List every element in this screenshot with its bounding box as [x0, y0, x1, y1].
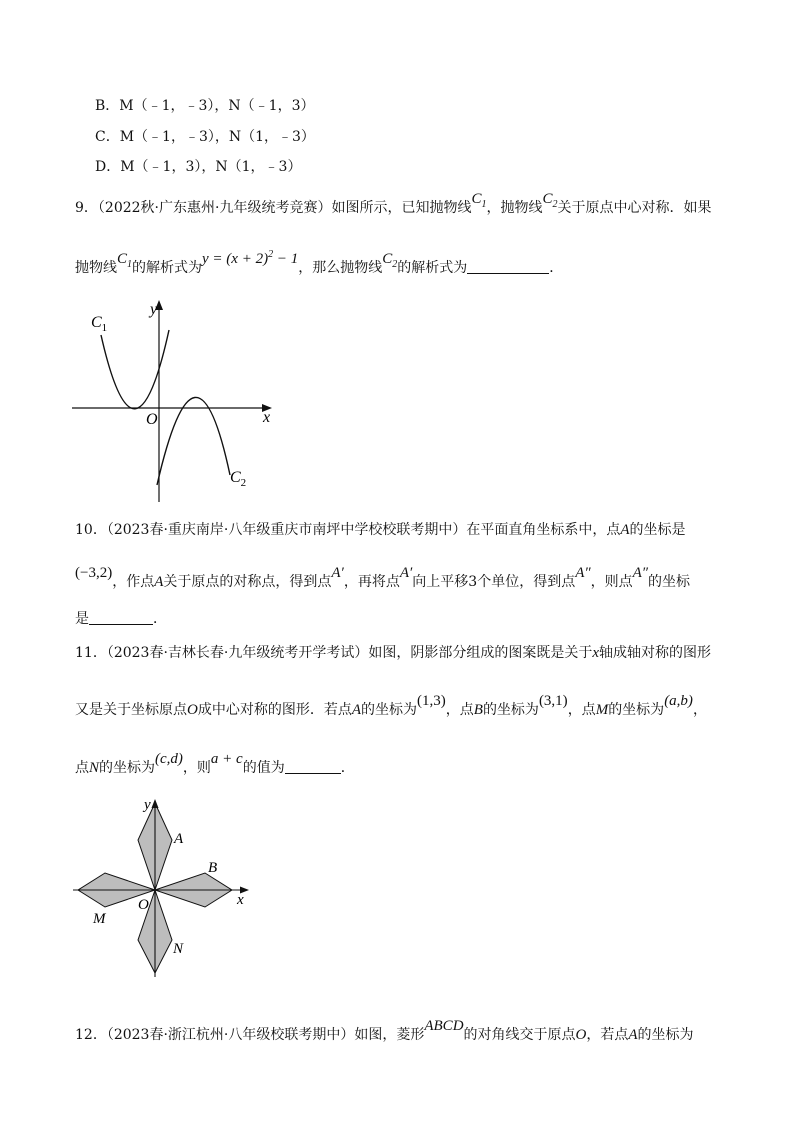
math-n: N — [89, 760, 100, 776]
point-b-label: B — [208, 860, 218, 876]
math-a: A — [628, 1027, 638, 1043]
question-12-line-1 — [75, 1018, 694, 1045]
math-sum: a + c — [210, 751, 243, 767]
c2-label: $C_2$ — [230, 469, 247, 489]
text: 如图，阴影部分组成的图案既是关于 — [368, 645, 593, 661]
math-c1: $C_1$ — [117, 251, 133, 270]
question-source: （2023春·重庆南岸·八年级重庆市南坪中学校校联考期中） — [106, 522, 467, 538]
text: ， — [692, 702, 707, 718]
text: 关于原点的对称点，得到点 — [163, 574, 332, 590]
text: ． — [340, 760, 355, 776]
text: 的解析式为 — [397, 260, 468, 276]
text: 的坐标是 — [629, 522, 686, 538]
question-number: 12． — [75, 1027, 107, 1043]
text: 抛物线 — [75, 260, 117, 276]
math-formula: $y = (x + 2)^2 - 1$ — [202, 249, 299, 267]
text: 的坐标为 — [361, 702, 418, 718]
point-m-label: M — [93, 911, 106, 927]
question-source: （2022秋·广东惠州·九年级统考竞赛） — [97, 200, 332, 216]
point-n-label: N — [173, 941, 184, 957]
option-b: B．M（﹣1，﹣3），N（﹣1，3） — [95, 98, 315, 114]
text: 如图所示，已知抛物线 — [331, 200, 472, 216]
text: ． — [153, 611, 167, 627]
question-9-line-2 — [75, 249, 564, 284]
math-b: B — [473, 702, 483, 718]
math-o: O — [187, 702, 198, 718]
math-c1: $C_1$ — [471, 191, 487, 210]
math-coord-n: (c,d) — [155, 751, 183, 767]
question-10-line-3 — [75, 609, 167, 629]
text: 点 — [75, 760, 89, 776]
parabola-c2 — [157, 397, 230, 485]
question-11-line-1 — [75, 643, 711, 663]
answer-blank[interactable] — [285, 759, 341, 774]
math-a-prime: A′ — [399, 565, 413, 581]
point-a-label: A — [174, 831, 184, 847]
text: ，若点 — [586, 1027, 629, 1043]
x-label: x — [237, 892, 244, 908]
x-label: x — [263, 409, 271, 426]
text: ，则点 — [590, 574, 633, 590]
text: 的坐标为 — [637, 1027, 694, 1043]
text: ，作点 — [112, 574, 155, 590]
parabola-figure — [60, 290, 290, 510]
text: 的坐标为 — [608, 702, 665, 718]
math-m: M — [595, 702, 609, 718]
option-d: D．M（﹣1，3），N（1，﹣3） — [95, 159, 302, 175]
question-10-line-1 — [75, 520, 686, 540]
math-c2: $C_2$ — [382, 251, 398, 270]
text: 成中心对称的图形．若点 — [197, 702, 352, 718]
y-label: y — [150, 301, 158, 318]
text: ，则 — [182, 760, 211, 776]
math-coord: (−3,2) — [75, 565, 113, 581]
text: ，点 — [445, 702, 474, 718]
answer-blank[interactable] — [467, 259, 549, 274]
question-11-line-3 — [75, 751, 355, 778]
text: ，抛物线 — [486, 200, 543, 216]
text: 如图，菱形 — [354, 1027, 425, 1043]
math-abcd: ABCD — [424, 1018, 464, 1034]
math-a-double-prime: A″ — [632, 565, 649, 581]
text: ，再将点 — [343, 574, 400, 590]
text: 又是关于坐标原点 — [75, 702, 187, 718]
math-a-prime: A′ — [331, 565, 344, 581]
question-number: 11． — [75, 645, 107, 661]
text: 在平面直角坐标系中，点 — [466, 522, 621, 538]
c1-label: $C_1$ — [91, 314, 108, 334]
text: 向上平移3个单位，得到点 — [412, 574, 576, 590]
text: 的解析式为 — [132, 260, 203, 276]
text: 是 — [75, 611, 89, 627]
math-coord-m: (a,b) — [664, 693, 693, 709]
origin-label: O — [138, 897, 149, 913]
text: ，点 — [567, 702, 596, 718]
option-c: C．M（﹣1，﹣3），N（1，﹣3） — [95, 129, 315, 145]
math-c2: $C_2$ — [542, 191, 558, 210]
text: ，那么抛物线 — [298, 260, 383, 276]
math-a: A — [154, 574, 164, 590]
math-coord-b: (3,1) — [538, 693, 568, 709]
question-source: （2023春·浙江杭州·八年级校联考期中） — [106, 1027, 355, 1043]
math-a: A — [620, 522, 630, 538]
text: 的对角线交于原点 — [463, 1027, 576, 1043]
question-10-line-2 — [75, 565, 691, 592]
question-source: （2023春·吉林长春·九年级统考开学考试） — [106, 645, 369, 661]
math-coord-a: (1,3) — [417, 693, 446, 709]
text: 的值为 — [242, 760, 285, 776]
text: 的坐标为 — [99, 760, 156, 776]
question-number: 9． — [75, 200, 98, 216]
math-a: A — [351, 702, 362, 718]
math-o: O — [575, 1027, 587, 1043]
y-axis-arrow-icon — [152, 799, 159, 808]
origin-label: O — [146, 411, 158, 428]
text: 关于原点中心对称．如果 — [557, 200, 712, 216]
pinwheel-figure — [65, 795, 265, 980]
text: 轴成轴对称的图形 — [599, 645, 712, 661]
text: 的坐标为 — [482, 702, 539, 718]
question-number: 10． — [75, 522, 107, 538]
question-9-line-1 — [75, 191, 712, 224]
question-11-line-2 — [75, 693, 707, 720]
text: ． — [549, 260, 564, 276]
math-a-double-prime: A″ — [575, 565, 591, 581]
math-x: x — [592, 645, 600, 661]
answer-blank[interactable] — [89, 610, 153, 625]
y-label: y — [144, 797, 151, 813]
text: 的坐标 — [648, 574, 691, 590]
